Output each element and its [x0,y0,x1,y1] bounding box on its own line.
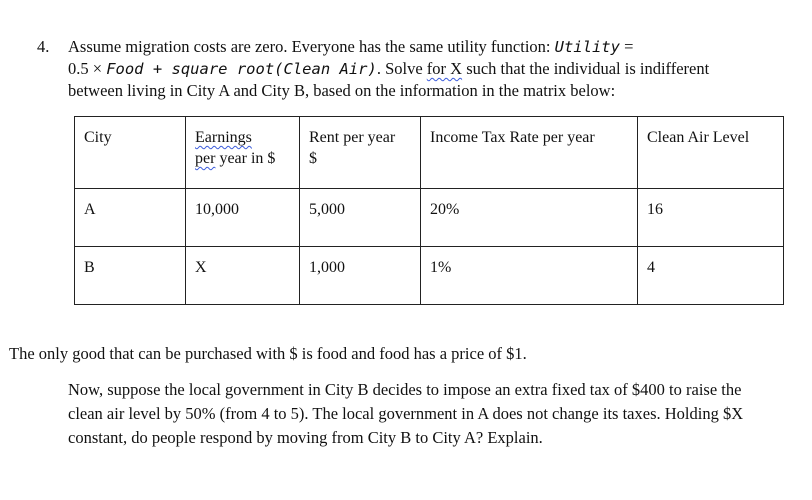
price-note: The only good that can be purchased with $ is food and food has a price of $1. [9,344,527,363]
header-rent-line-1: Rent per year [309,129,396,146]
equals-sign: = [619,37,634,56]
header-rent [300,117,421,189]
cell-rent: 5,000 [300,189,421,247]
coefficient: 0.5 × [68,59,107,78]
header-city [75,117,186,189]
question-line-2 [68,58,797,80]
question-line-2-rest: such that the individual is indifferent [462,59,710,78]
question-block [37,36,797,102]
header-earnings-rest: year in $ [215,150,276,167]
grammar-marked-text: for X [426,59,463,78]
cell-city: B [75,247,186,305]
question-text [68,36,797,102]
table-row [75,189,784,247]
cell-rent: 1,000 [300,247,421,305]
header-earnings-line-2 [195,148,290,169]
header-city-label: City [84,129,112,146]
cell-city: A [75,189,186,247]
header-tax [421,117,638,189]
question-line-3: between living in City A and City B, based on the information in the matrix below: [68,81,616,100]
utility-symbol: Utility [554,38,620,56]
cell-clean-air: 4 [638,247,784,305]
header-rent-line-2: $ [309,150,317,167]
table-row [75,247,784,305]
question-number: 4. [37,37,50,56]
header-earnings-line-1: Earnings [195,129,252,146]
question-line-1 [68,36,797,58]
header-clean-air-label: Clean Air Level [647,129,750,146]
cell-tax: 20% [421,189,638,247]
city-matrix-table [74,116,784,305]
utility-formula: Food + square root(Clean Air) [106,60,377,78]
header-clean-air [638,117,784,189]
table-header-row [75,117,784,189]
cell-earnings: 10,000 [186,189,300,247]
header-earnings [186,117,300,189]
cell-clean-air: 16 [638,189,784,247]
follow-up-question: Now, suppose the local government in City B decides to impose an extra fixed tax of $400 to raise the clean air level by 50% (from 4 to 5). The local government in A does not change its taxes. Holding $X constant, do people respond by moving from City B to City A? Explain. [68,380,744,447]
cell-earnings: X [186,247,300,305]
question-line-2-mid: . Solve [376,59,427,78]
question-line-1-prefix: Assume migration costs are zero. Everyone has the same utility function: [68,37,555,56]
header-earnings-marked: per [195,150,216,167]
header-tax-label: Income Tax Rate per year [430,129,595,146]
cell-tax: 1% [421,247,638,305]
